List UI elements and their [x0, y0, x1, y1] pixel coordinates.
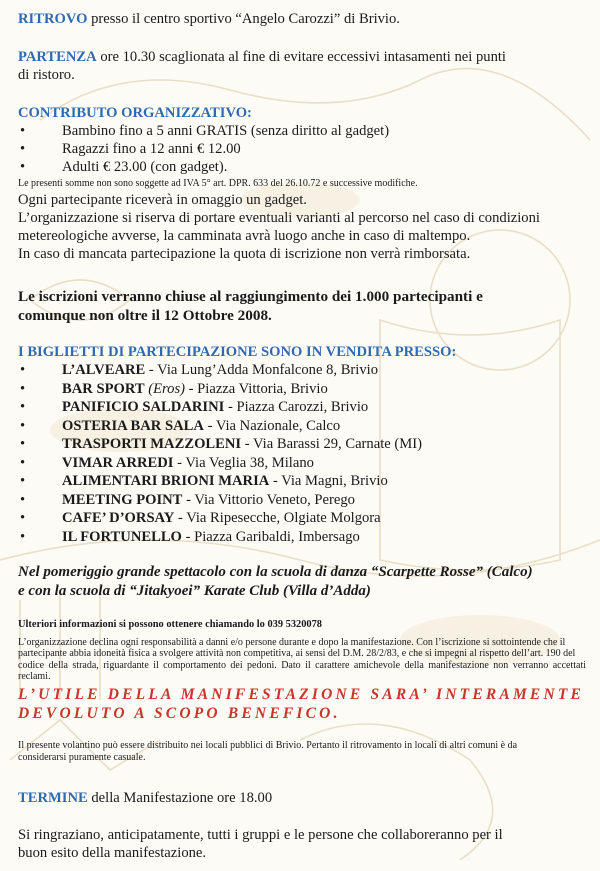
phone-line: Ulteriori informazioni si possono ottenere chiamando lo 039 5320078	[18, 619, 323, 630]
termine-line	[18, 789, 586, 807]
utile-line1: L’UTILE DELLA MANIFESTAZIONE SARA’ INTERAMENTE	[18, 686, 585, 703]
shop-item: • MEETING POINT - Via Vittorio Veneto, Perego	[20, 491, 355, 508]
ritrovo-label: RITROVO	[18, 11, 88, 27]
partenza-line1: ore 10.30 scaglionata al fine di evitare eccessivi intasamenti nei punti	[96, 49, 506, 65]
contributo-title: CONTRIBUTO ORGANIZZATIVO:	[18, 105, 252, 121]
shop-item: • OSTERIA BAR SALA - Via Nazionale, Calco	[20, 417, 341, 434]
shop-item: • PANIFICIO SALDARINI - Piazza Carozzi, Brivio	[20, 399, 369, 415]
partenza-line2: di ristoro.	[18, 67, 75, 83]
termine-label: TERMINE	[18, 790, 88, 806]
iscrizioni-line1: Le iscrizioni verranno chiuse al raggiungimento dei 1.000 partecipanti e	[18, 288, 483, 305]
shop-item: • BAR SPORT (Eros) - Piazza Vittoria, Brivio	[20, 380, 328, 397]
spettacolo-line2: e con la scuola di “Jitakyoei” Karate Club (Villa d’Adda)	[18, 583, 371, 599]
biglietti-title: I BIGLIETTI DI PARTECIPAZIONE SONO IN VENDITA PRESSO:	[18, 344, 457, 360]
info-section	[18, 619, 586, 683]
shop-item: • VIMAR ARREDI - Via Veglia 38, Milano	[20, 454, 314, 471]
partenza-section	[18, 48, 586, 84]
shop-item: • L’ALVEARE - Via Lung’Adda Monfalcone 8, Brivio	[20, 362, 378, 378]
shop-item: • CAFE’ D’ORSAY - Via Ripesecche, Olgiate Molgora	[20, 510, 381, 526]
iscrizioni-section	[18, 287, 586, 325]
list-item: • Ragazzi fino a 12 anni € 12.00	[20, 141, 241, 157]
varianti-line1: L’organizzazione si riserva di portare eventuali varianti al percorso nel caso di condizioni	[18, 209, 540, 226]
spettacolo-line1: Nel pomeriggio grande spettacolo con la scuola di danza “Scarpette Rosse” (Calco)	[18, 564, 533, 580]
shop-item: • IL FORTUNELLO - Piazza Garibaldi, Imbersago	[20, 528, 360, 545]
contributo-section	[18, 104, 586, 263]
spettacolo-section	[18, 563, 586, 601]
shop-item: • TRASPORTI MAZZOLENI - Via Barassi 29, Carnate (MI)	[20, 436, 422, 452]
ritrovo-line	[18, 10, 586, 28]
utile-line2: DEVOLUTO A SCOPO BENEFICO.	[18, 705, 341, 722]
gadget-line: Ogni partecipante riceverà in omaggio un gadget.	[18, 191, 307, 208]
ringraziamenti-section	[18, 826, 586, 862]
shop-list	[18, 361, 586, 546]
rimborso-line: In caso di mancata partecipazione la quota di iscrizione non verrà rimborsata.	[18, 245, 471, 262]
ritrovo-text: presso il centro sportivo “Angelo Carozzi” di Brivio.	[87, 11, 400, 27]
partenza-label: PARTENZA	[18, 49, 97, 65]
ringraziamenti-line1: Si ringraziano, anticipatamente, tutti i gruppi e le persone che collaboreranno per il	[18, 827, 503, 843]
iscrizioni-line2: comunque non oltre il 12 Ottobre 2008.	[18, 307, 272, 324]
varianti-line2: metereologiche avverse, la camminata avrà luogo anche in caso di maltempo.	[18, 227, 471, 244]
contributo-list	[18, 122, 586, 176]
iva-note: Le presenti somme non sono soggette ad IVA 5° art. DPR. 633 del 26.10.72 e successive modifiche.	[18, 178, 418, 189]
volantino-section: Il presente volantino può essere distribuito nei locali pubblici di Brivio. Pertanto il ritrovamento in locali di altri comuni è da considerarsi puramente casuale.	[18, 740, 518, 763]
biglietti-section	[18, 343, 586, 546]
disclaimer: L’organizzazione declina ogni responsabilità a danni e/o persone durante e dopo la manifestazione. Con l’iscrizione si sottointende che il partecipante abbia idoneità fisica a svolgere attività non competitiva, ai sensi del D.M. 28/2/83, e che si impegni al rispetto dell’art. 190 del codice della strada, riguardante il comportamento dei pedoni. Dato il carattere amichevole della manifestazione non verranno accettati reclami.	[18, 636, 586, 683]
list-item: • Adulti € 23.00 (con gadget).	[20, 159, 228, 175]
shop-item: • ALIMENTARI BRIONI MARIA - Via Magni, Brivio	[20, 473, 388, 489]
termine-text: della Manifestazione ore 18.00	[87, 790, 273, 806]
list-item: • Bambino fino a 5 anni GRATIS (senza diritto al gadget)	[20, 123, 390, 139]
utile-section	[18, 685, 586, 723]
ringraziamenti-line2: buon esito della manifestazione.	[18, 845, 207, 861]
